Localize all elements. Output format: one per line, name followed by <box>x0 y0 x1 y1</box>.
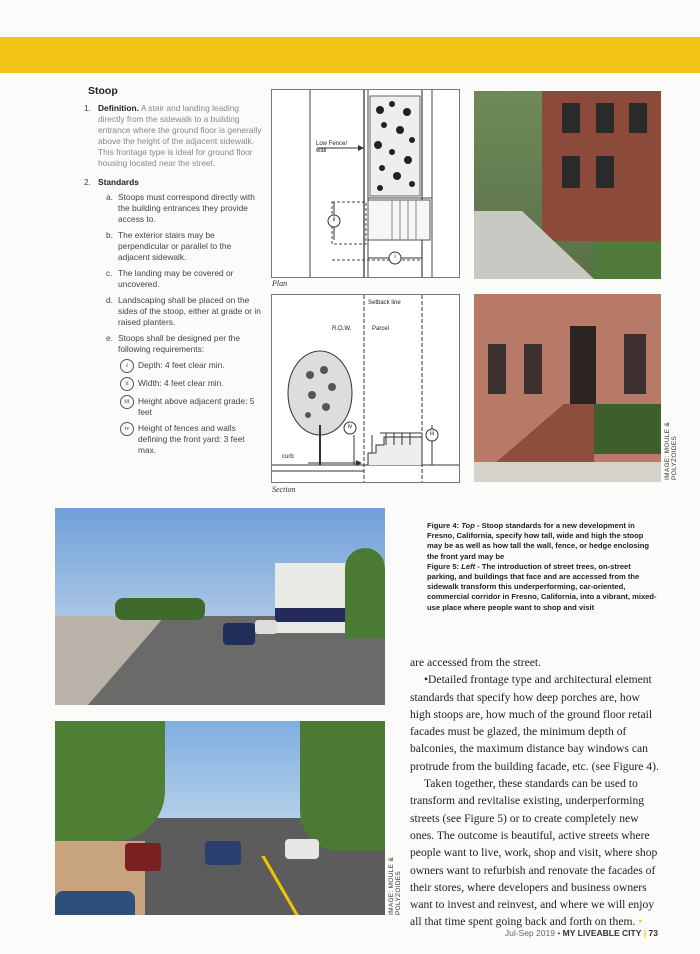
stoop-title: Stoop <box>88 85 118 97</box>
fig4-text: - Stoop standards for a new development in Fresno, California, specify how tall, wide and high the stoop may be as well as how tall the wall, fence, or hedge enclosing the front yard may be <box>427 521 649 561</box>
requirement-item <box>118 423 264 456</box>
end-mark: • <box>638 915 643 929</box>
standard-text: The landing may be covered or uncovered. <box>118 268 234 289</box>
requirement-text: Height above adjacent grade: 5 feet <box>138 396 255 417</box>
standards-number: 2. <box>84 177 91 187</box>
definition-number: 1. <box>84 103 91 113</box>
requirement-item <box>118 360 264 373</box>
body-paragraph: are accessed from the street. <box>410 656 542 669</box>
standard-item <box>106 268 264 290</box>
body-text <box>410 654 662 931</box>
standard-item <box>106 295 264 328</box>
requirement-text: Depth: 4 feet clear min. <box>138 360 225 370</box>
header-band <box>0 37 700 73</box>
standard-item <box>106 230 264 263</box>
body-paragraph <box>410 775 662 931</box>
plan-ii-marker: ii <box>332 217 336 223</box>
brownstone-photo <box>474 294 661 482</box>
standards-lead: Standards <box>98 177 139 187</box>
page-footer <box>505 928 658 938</box>
footer-magazine: MY LIVEABLE CITY <box>562 928 642 938</box>
fig5-position: Left <box>461 561 476 571</box>
plan-i-marker: i <box>394 254 396 260</box>
curb-label: curb <box>282 454 294 460</box>
standard-letter: a. <box>106 192 113 202</box>
fig4-label: Figure 4: <box>427 521 460 530</box>
section-caption: Section <box>272 485 296 494</box>
standard-letter: d. <box>106 295 113 305</box>
setback-line-label: Setback line <box>368 300 401 306</box>
footer-bar: | <box>643 928 647 938</box>
standard-text: Stoops must correspond directly with the building entrances they provide access to. <box>118 192 255 224</box>
standard-item <box>106 333 264 456</box>
row-label: R.O.W. <box>332 326 352 332</box>
requirement-text: Width: 4 feet clear min. <box>138 378 224 388</box>
standard-letter: c. <box>106 268 113 278</box>
street-before-photo <box>55 508 385 705</box>
plan-diagram <box>271 89 460 278</box>
townhouse-photo <box>474 91 661 279</box>
bottom-image-credit: IMAGE: MOULE & POLYZOIDES <box>388 856 402 915</box>
low-fence-label: Low Fence/ wall <box>316 141 348 154</box>
body-paragraph-text: Taken together, these standards can be used to transform and revitalise existing, underperforming streets (see Figure 5) or to create completely new ones. The outcome is beautiful, active streets where people want to live, work, shop and visit, where shop owners want to refurbish and renovate the facades of their stores, where developers and business owners want to invest and reinvest, and where we will enjoy all that time spent going back and forth on them. <box>410 777 658 929</box>
standard-text: Stoops shall be designed per the following requirements: <box>118 333 240 354</box>
standards-block <box>84 177 264 456</box>
plan-caption: Plan <box>272 279 288 288</box>
figure-caption <box>427 521 659 613</box>
definition-block <box>84 103 264 169</box>
definition-lead: Definition. <box>98 103 139 113</box>
requirement-text: Height of fences and walls defining the front yard: 3 feet max. <box>138 423 245 455</box>
definition-text: A stair and landing leading directly from the sidewalk to a building entrance where the ground floor is generally above the height of the adjacent sidewalk. This frontage type is ideal for ground floor housing located near the street. <box>98 103 262 168</box>
street-after-photo <box>55 721 385 915</box>
requirement-marker: iii <box>120 395 134 409</box>
standard-text: The exterior stairs may be perpendicular or parallel to the adjacent sidewalk. <box>118 230 232 262</box>
standard-letter: b. <box>106 230 113 240</box>
stoop-standards <box>84 86 264 461</box>
requirement-item <box>118 378 264 391</box>
section-drawing <box>272 295 459 482</box>
requirement-marker: i <box>120 359 134 373</box>
footer-separator: • <box>557 928 561 938</box>
requirement-marker: ii <box>120 377 134 391</box>
section-iii-marker: iii <box>430 431 434 437</box>
parcel-label: Parcel <box>372 326 390 332</box>
footer-issue: Jul-Sep 2019 <box>504 928 555 938</box>
fig4-position: Top <box>461 521 475 530</box>
body-paragraph: •Detailed frontage type and architectural element standards that specify how deep porches are, how high stoops are, how much of the ground floor retail facades must be glazed, the minimum depth of balconies, the maximum distance bay windows can protrude from the building facade, etc. (see Figure 4). <box>410 673 659 773</box>
requirement-marker: iv <box>120 422 134 436</box>
standard-letter: e. <box>106 333 113 343</box>
section-diagram <box>271 294 460 483</box>
requirements-list <box>118 360 264 456</box>
top-image-credit: IMAGE: MOULE & POLYZOIDES <box>664 421 678 480</box>
fig5-text: - The introduction of street trees, on-street parking, and buildings that face and are accessed from the sidewalk transform this underperforming, car-oriented, commercial corridor in Fresno, California, into a vibrant, mixed-use place where people want to shop and visit <box>427 561 657 612</box>
standards-list <box>106 192 264 456</box>
requirement-item <box>118 396 264 418</box>
fig5-label: Figure 5: <box>427 561 460 571</box>
standard-text: Landscaping shall be placed on the sides of the stoop, either at grade or in raised planters. <box>118 295 261 327</box>
standard-item <box>106 192 264 225</box>
page-number: 73 <box>648 928 658 938</box>
plan-drawing <box>272 90 459 277</box>
section-iv-marker: iv <box>347 424 353 430</box>
